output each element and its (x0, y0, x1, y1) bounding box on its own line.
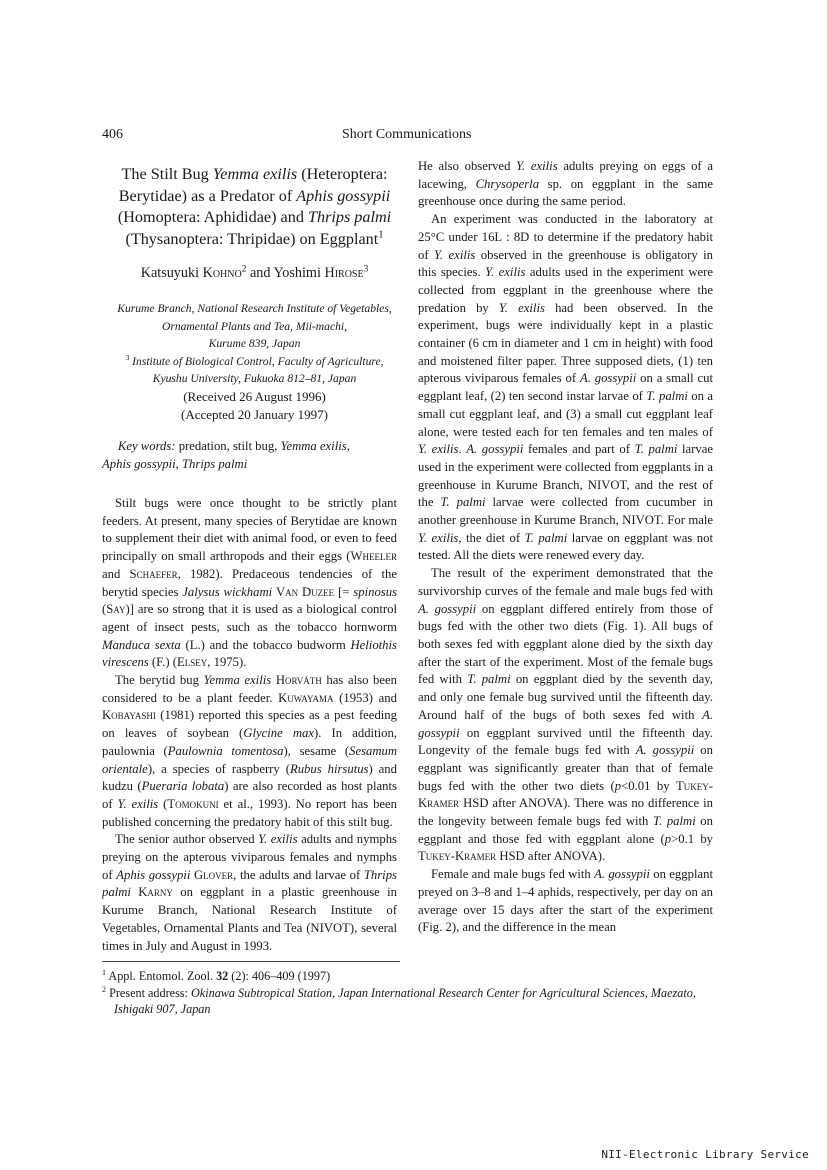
accepted-date: (Accepted 20 January 1997) (181, 407, 328, 422)
body-left-column (102, 495, 397, 955)
keywords: Key words: predation, stilt bug, Yemma exilis, Aphis gossypii, Thrips palmi (102, 439, 350, 471)
paragraph: The senior author observed Y. exilis adults and nymphs preying on the apterous viviparous females and nymphs of Aphis gossypii Glover, the adults and larvae of Thrips palmi Karny on eggplant in a plastic greenhouse in Kurume Branch, National Research Institute of Vegetables, Ornamental Plants and Tea (NIVOT), several times in July and August in 1993. (102, 832, 398, 953)
paragraph: The result of the experiment demonstrated that the survivorship curves of the female and male bugs fed with A. gossypii on eggplant differed entirely from those of bugs fed with the other two diets (Fig. 1). All bugs of both sexes fed with eggplant alone died by the sixth day after the start of the experiment. Most of the female bugs fed with T. palmi on eggplant died by the seventh day, and only one female bug survived until the fifteenth day. Around half of the bugs of both sexes fed with A. gossypii on eggplant survived until the fifteenth day. Longevity of the female bugs fed with A. gossypii on eggplant was significantly greater than that of female bugs fed with the other two diets (p<0.01 by Tukey-Kramer HSD after ANOVA). There was no difference in the longevity between female bugs fed with T. palmi on eggplant and those fed with eggplant alone (p>0.1 by Tukey-Kramer HSD after ANOVA). (418, 566, 714, 864)
service-stamp: NII-Electronic Library Service (601, 1148, 809, 1161)
running-header: Short Communications (342, 127, 472, 142)
paragraph: He also observed Y. exilis adults preying on eggs of a lacewing, Chrysoperla sp. on eggplant in the same greenhouse once during the same period. (418, 159, 713, 209)
footnotes (102, 968, 722, 1018)
paragraph: Stilt bugs were once thought to be strictly plant feeders. At present, many species of Berytidae are known to supplement their diet with animal food, or even to feed principally on small arthropods and their eggs (Wheeler and Schaefer, 1982). Predaceous tendencies of the berytid species Jalysus wickhami Van Duzee [= spinosus (Say)] are so strong that it is used as a biological control agent of insect pests, such as the tobacco hornworm Manduca sexta (L.) and the tobacco budworm Heliothis virescens (F.) (Elsey, 1975). (102, 496, 398, 670)
author-list: Katsuyuki Kohno$^2$ and Yoshimi Hirose$^3$ (140, 264, 369, 281)
affiliations: Kurume Branch, National Research Institute of Vegetables, Ornamental Plants and Tea, Mii-machi, Kurume 839, Japan $^3$ Institute of Biological Control, Faculty of Agriculture, Kyushu University, Fukuoka 812–81, Japan (Received 26 August 1996) (Accepted 20 January 1997) (117, 302, 392, 422)
paragraph: Female and male bugs fed with A. gossypii on eggplant preyed on 3–8 and 1–4 aphids, respectively, per day on an average over 15 days after the start of the experiment (Fig. 2), and the difference in the mean (418, 867, 713, 935)
footnote: $^1$ Appl. Entomol. Zool. 32 (2): 406–409 (1997) (102, 967, 331, 983)
paragraph: The berytid bug Yemma exilis Horváth has also been considered to be a plant feeder. Kuwayama (1953) and Kobayashi (1981) reported this species as a pest feeding on leaves of soybean (Glycine max). In addition, paulownia (Paulownia tomentosa), sesame (Sesamum orientale), a species of raspberry (Rubus hirsutus) and kudzu (Pueraria lobata) are also recorded as host plants of Y. exilis (Tomokuni et al., 1993). No report has been published concerning the predatory habit of this stilt bug. (102, 673, 398, 829)
paragraph: An experiment was conducted in the laboratory at 25°C under 16L : 8D to determine if the predatory habit of Y. exilis observed in the greenhouse is obligatory in this species. Y. exilis adults used in the experiment were collected from eggplant in the greenhouse where the predation by Y. exilis had been observed. In the experiment, bugs were individually kept in a plastic container (6 cm in diameter and 1 cm in height) with food and moistened filter paper. Three supposed diets, (1) ten apterous viviparous females of A. gossypii on a small cut eggplant leaf, (2) ten second instar larvae of T. palmi on a small cut eggplant leaf, and (3) a small cut eggplant leaf alone, were tested each for ten females and ten males of Y. exilis. A. gossypii females and part of T. palmi larvae used in the experiment were collected from eggplants in a greenhouse in Kurume Branch, NIVOT, and the rest of the T. palmi larvae were collected from cucumber in another greenhouse in Kurume Branch, NIVOT. For male Y. exilis, the diet of T. palmi larvae on eggplant was not tested. All the diets were renewed every day. (418, 212, 714, 563)
page-number: 406 (102, 127, 123, 142)
body-right-column (418, 158, 713, 937)
article-title: The Stilt Bug Yemma exilis (Heteroptera: Berytidae) as a Predator of Aphis gossypii (Homoptera: Aphididae) and Thrips palmi (Thysanoptera: Thripidae) on Eggplant$^1$ (117, 165, 392, 248)
received-date: (Received 26 August 1996) (183, 388, 326, 404)
footnote-divider (102, 961, 400, 962)
footnote: $^2$ Present address: Okinawa Subtropical Station, Japan International Research Center for Agricultural Sciences, Maezato, Ishigaki 907, Japan (102, 984, 696, 1016)
